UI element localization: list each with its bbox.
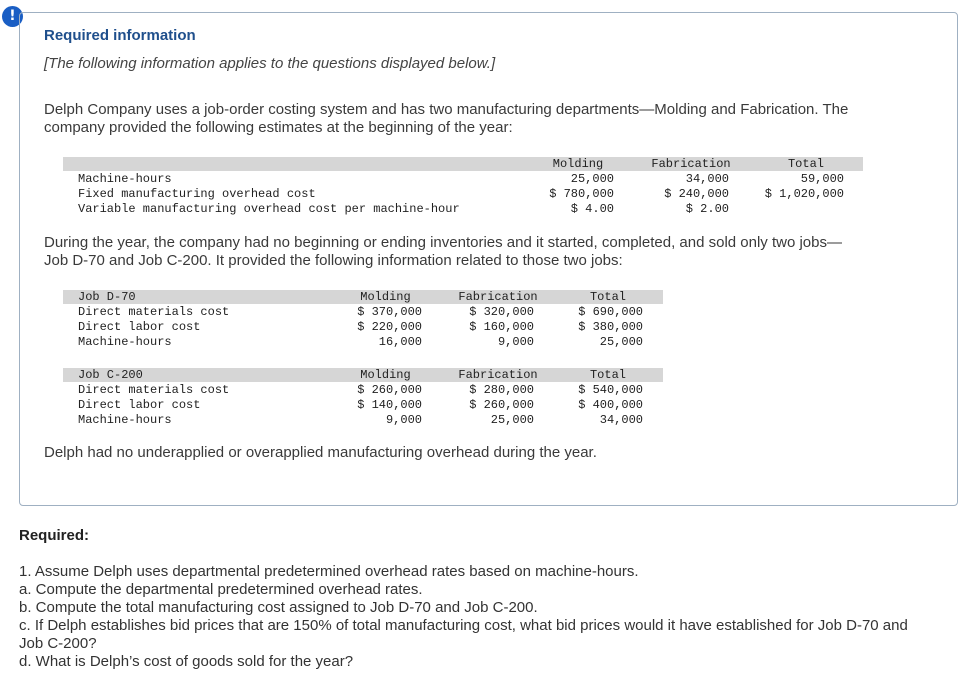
middle-line-1: During the year, the company had no beginning or ending inventories and it started, completed, and sold only two jobs— xyxy=(44,234,842,251)
col-header: Total xyxy=(589,290,626,304)
cell-value: 16,000 xyxy=(378,335,422,349)
cell-value: $ 1,020,000 xyxy=(764,187,844,201)
col-header: Molding xyxy=(360,290,411,304)
row-label: Machine-hours xyxy=(78,172,172,186)
cell-value: $ 260,000 xyxy=(357,383,422,397)
info-note: [The following information applies to the questions displayed below.] xyxy=(44,55,496,72)
col-header: Total xyxy=(589,368,626,382)
row-label: Direct materials cost xyxy=(78,305,230,319)
cell-value: $ 240,000 xyxy=(664,187,729,201)
cell-value: $ 320,000 xyxy=(469,305,534,319)
estimates-table xyxy=(63,157,863,217)
col-header: Fabrication xyxy=(458,368,538,382)
intro-line-2: company provided the following estimates at the beginning of the year: xyxy=(44,119,513,136)
cell-value: 34,000 xyxy=(599,413,643,427)
row-label: Direct materials cost xyxy=(78,383,230,397)
cell-value: $ 260,000 xyxy=(469,398,534,412)
cell-value: $ 160,000 xyxy=(469,320,534,334)
job-d70-table xyxy=(63,290,663,352)
question-c-line-2: Job C-200? xyxy=(19,635,97,652)
job-title: Job C-200 xyxy=(78,368,143,382)
cell-value: 25,000 xyxy=(570,172,614,186)
intro-line-1: Delph Company uses a job-order costing system and has two manufacturing departments—Molding and Fabrication. The xyxy=(44,101,849,118)
table-header-bar xyxy=(63,157,863,171)
row-label: Fixed manufacturing overhead cost xyxy=(78,187,316,201)
cell-value: $ 370,000 xyxy=(357,305,422,319)
cell-value: $ 780,000 xyxy=(549,187,614,201)
col-header: Molding xyxy=(552,157,604,171)
col-header: Molding xyxy=(360,368,411,382)
job-c200-table xyxy=(63,368,663,430)
section-heading: Required information xyxy=(44,27,196,44)
cell-value: $ 380,000 xyxy=(578,320,643,334)
required-title: Required: xyxy=(19,527,90,544)
cell-value: 9,000 xyxy=(497,335,534,349)
cell-value: $ 540,000 xyxy=(578,383,643,397)
cell-value: 25,000 xyxy=(490,413,534,427)
cell-value: $ 690,000 xyxy=(578,305,643,319)
row-label: Variable manufacturing overhead cost per machine-hour xyxy=(78,202,460,216)
question-d: d. What is Delph’s cost of goods sold for the year? xyxy=(19,653,354,670)
cell-value: 59,000 xyxy=(800,172,844,186)
col-header: Fabrication xyxy=(458,290,538,304)
cell-value: $ 140,000 xyxy=(357,398,422,412)
cell-value: $ 2.00 xyxy=(685,202,729,216)
cell-value: $ 280,000 xyxy=(469,383,534,397)
alert-icon: ! xyxy=(2,6,23,27)
row-label: Machine-hours xyxy=(78,413,172,427)
question-a: a. Compute the departmental predetermined overhead rates. xyxy=(19,581,423,598)
row-label: Direct labor cost xyxy=(78,398,201,412)
col-header: Total xyxy=(787,157,824,171)
question-1: 1. Assume Delph uses departmental predetermined overhead rates based on machine-hours. xyxy=(19,563,639,580)
cell-value: $ 4.00 xyxy=(570,202,614,216)
question-b: b. Compute the total manufacturing cost assigned to Job D-70 and Job C-200. xyxy=(19,599,538,616)
row-label: Machine-hours xyxy=(78,335,172,349)
cell-value: $ 220,000 xyxy=(357,320,422,334)
cell-value: 34,000 xyxy=(685,172,729,186)
cell-value: $ 400,000 xyxy=(578,398,643,412)
closing-note: Delph had no underapplied or overapplied manufacturing overhead during the year. xyxy=(44,444,597,461)
job-title: Job D-70 xyxy=(78,290,136,304)
row-label: Direct labor cost xyxy=(78,320,201,334)
question-c-line-1: c. If Delph establishes bid prices that are 150% of total manufacturing cost, what bid prices would it have established for Job D-70 and xyxy=(19,617,908,634)
cell-value: 9,000 xyxy=(385,413,422,427)
middle-line-2: Job D-70 and Job C-200. It provided the following information related to those two jobs: xyxy=(44,252,623,269)
cell-value: 25,000 xyxy=(599,335,643,349)
col-header: Fabrication xyxy=(651,157,731,171)
